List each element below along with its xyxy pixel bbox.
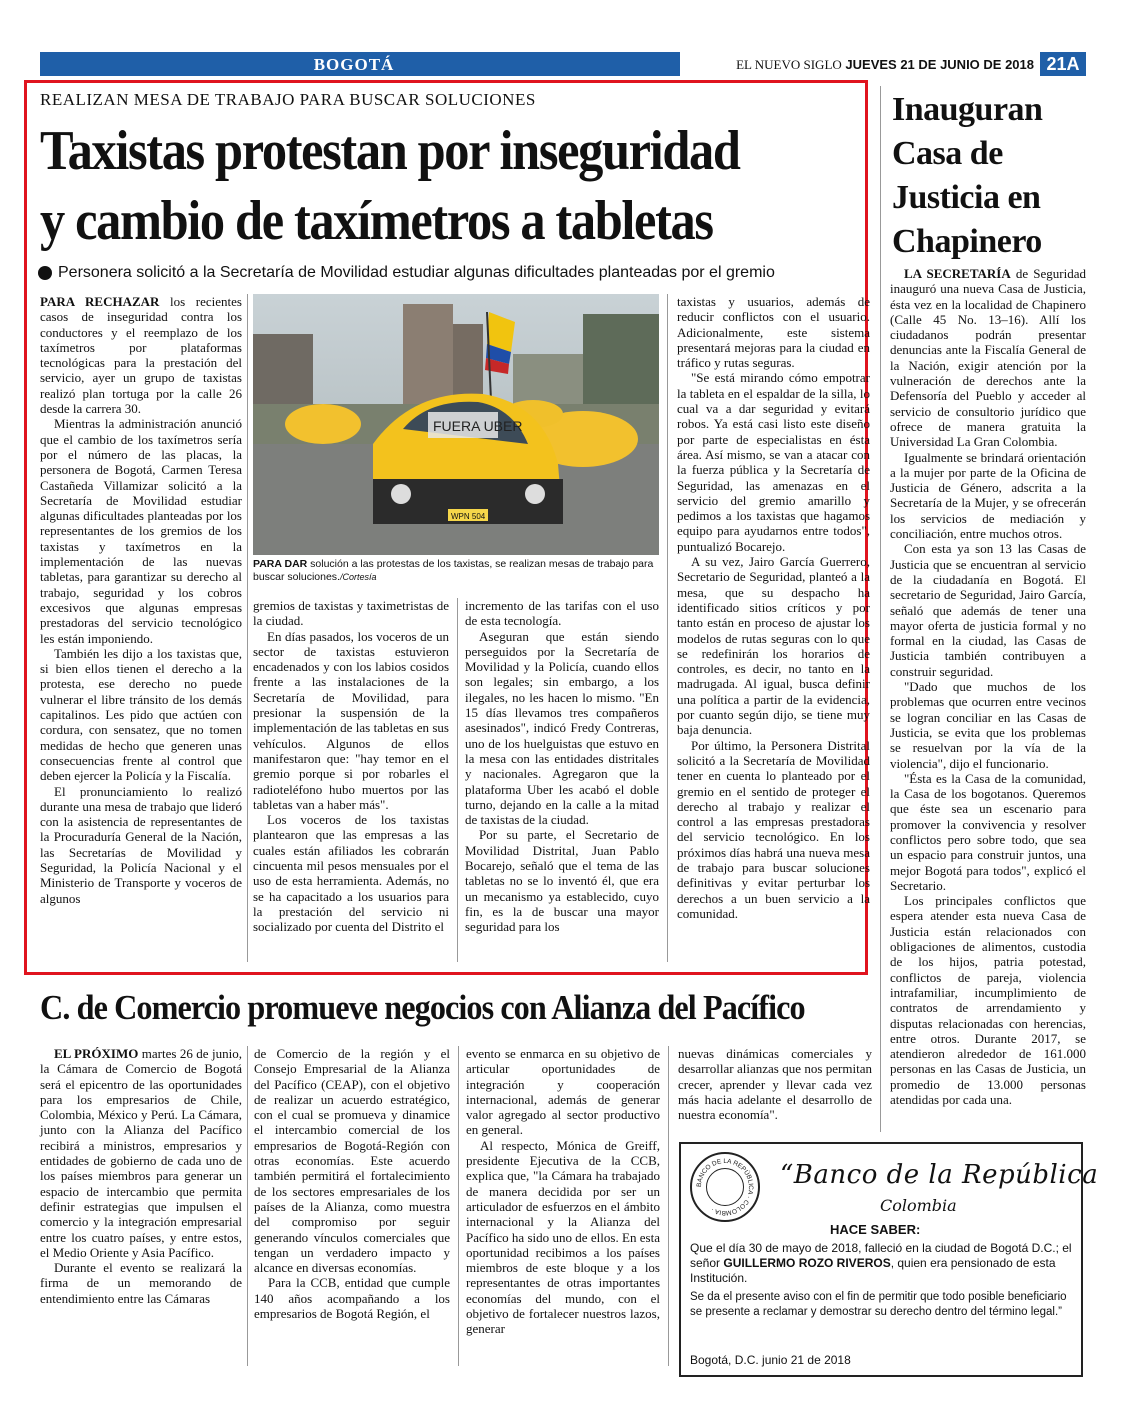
paper-dateline <box>680 52 1040 76</box>
lead-in: LA SECRETARÍA <box>904 266 1011 281</box>
column-divider <box>880 86 881 1132</box>
paragraph: EL PRÓXIMO martes 26 de junio, la Cámara de Comercio de Bogotá será el epicentro de las oportunidades para los empresarios de Chile, Colombia, México y Perú. La Cámara, junto con la Alianza del Pacífico recibirá a ministros, empresarios y entidades de gobierno de cada uno de los países miembros para generar un espacio de intercambio que permita definir estrategias que impulsen el comercio y la integración empresarial entre los cuatro países, y entre estos, el Medio Oriente y Asia Pacífico. <box>40 1046 242 1260</box>
bank-seal-icon <box>690 1152 760 1222</box>
paragraph: gremios de taxistas y taximetristas de la ciudad. <box>253 598 449 629</box>
section-name: BOGOTÁ <box>313 55 395 74</box>
paper-name: EL NUEVO SIGLO <box>736 57 842 72</box>
protest-photo <box>253 294 659 555</box>
second-column-1 <box>40 1046 242 1306</box>
paragraph: evento se enmarca en su objetivo de articular oportunidades de integración y cooperación internacional, además de generar valor agregado al sector productivo en general. <box>466 1046 660 1138</box>
article-column-2 <box>253 598 449 935</box>
sidebar-body <box>890 266 1086 1107</box>
headline-line-2: y cambio de taxímetros a tabletas <box>40 190 713 252</box>
pensioner-name: GUILLERMO ROZO RIVEROS <box>723 1256 891 1270</box>
paragraph: LA SECRETARÍA de Seguridad inauguró una nueva Casa de Justicia, ésta vez en la localidad de Chapinero (Calle 45 No. 13–16). Allí los ciudadanos podrán presentar denuncias ante la Fiscalía General de la Nación, exigir atención por la vulneración de derechos ante la Defensoría del Pueblo y acceder al servicio de consultorio jurídico que ofrece de manera gratuita la Universidad La Gran Colombia. <box>890 266 1086 450</box>
paragraph: Los principales conflictos que espera atender esta nueva Casa de Justicia están relacionados con obligaciones de alimentos, custodia de los hijos, patria potestad, conflictos de pareja, violencia intrafamiliar, incumplimiento de contratos de arrendamiento y disputas relacionadas con herencias, entre otros. Durante 2017, se atendieron alrededor de 161.000 personas en las Casas de Justicia, un promedio de 13.000 personas atendidas por cada una. <box>890 893 1086 1108</box>
paragraph: incremento de las tarifas con el uso de esta tecnología. <box>465 598 659 629</box>
paragraph: Al respecto, Mónica de Greiff, presidente Ejecutiva de la CCB, explica que, "la Cámara ha trabajado de manera decidida por ser un articulador de esfuerzos en el ámbito internacional y la Alianza del Pacífico ha sido uno de ellos. En esta oportunidad recibimos a los países miembros de este bloque y a los representantes de otras importantes economías del mundo, con el objetivo de fortalecer nuestros lazos, generar <box>466 1137 660 1337</box>
plate-text: WPN 504 <box>451 512 486 521</box>
lead-in: PARA RECHAZAR <box>40 294 160 309</box>
second-column-4 <box>678 1046 872 1122</box>
photo-caption: PARA DAR solución a las protestas de los taxistas, se realizan mesas de trabajo para buscar soluciones./Cortesía <box>253 558 654 583</box>
paragraph: También les dijo a los taxistas que, si bien ellos tienen el derecho a la protesta, ese derecho no puede vulnerar el libre tránsito de los demás capitalinos. Les pido que actúen con cordura, con sensatez, que no tomen medidas de hecho que generen unas consecuencias frente al control que deben ejercer la Policía y la Fiscalía. <box>40 645 242 784</box>
paragraph: Durante el evento se realizará la firma de un memorando de entendimiento entre las Cámaras <box>40 1260 242 1306</box>
bank-country: Colombia <box>880 1196 957 1215</box>
notice-footer: Bogotá, D.C. junio 21 de 2018 <box>690 1353 851 1367</box>
seal-text: BANCO DE LA REPÚBLICA · COLOMBIA · <box>695 1157 755 1217</box>
second-column-3 <box>466 1046 660 1337</box>
headline-line-1: Taxistas protestan por inseguridad <box>40 120 740 182</box>
taxi-protest-image <box>253 294 659 555</box>
article-kicker: REALIZAN MESA DE TRABAJO PARA BUSCAR SOLUCIONES <box>40 90 536 109</box>
paragraph: nuevas dinámicas comerciales y desarrollar alianzas que nos permitan crecer, aprender y llevar cada vez más hacia adelante el desarrollo de nuestra economía". <box>678 1046 872 1123</box>
article-column-3 <box>465 598 659 935</box>
column-divider <box>457 598 458 962</box>
column-divider <box>247 294 248 962</box>
paragraph: de Comercio de la región y el Consejo Empresarial de la Alianza del Pacífico (CEAP), con el objetivo de realizar un acuerdo estratégico, con el cual se promueva y dinamice el intercambio comercial de los empresarios de Bogotá-Región con otras economías. Este acuerdo también permitirá el fortalecimiento de los sectores empresariales de los países de la Alianza, como muestra del compromiso por seguir generando vínculos comerciales que tengan un verdadero impacto y alcance en diversas economías. <box>254 1046 450 1276</box>
paragraph: A su vez, Jairo García Guerrero, Secretario de Seguridad, planteó a la mesa, que su despacho ha identificado sitios críticos y por tanto están en proceso de ajustar los modelos de rutas seguras con lo que se redefinirán los horarios de controles, es decir, no tanto en la madrugada. Al igual, busca definir una política a partir de la evidencia, por cuanto según dijo, se tiene muy baja denuncia. <box>677 554 870 738</box>
article-subhead: Personera solicitó a la Secretaría de Movilidad estudiar algunas dificultades planteadas por el gremio <box>58 264 775 281</box>
paragraph: Para la CCB, entidad que cumple 140 años acompañando a los empresarios de Bogotá Región, el <box>254 1275 450 1322</box>
paragraph: "Dado que muchos de los problemas que ocurren entre vecinos se logran conciliar en las Casas de Justicia, se evita que los problemas se resuelvan por la vía de la violencia", dijo el funcionario. <box>890 679 1086 771</box>
paragraph: Con esta ya son 13 las Casas de Justicia que se encuentran al servicio de la ciudadanía en Bogotá. El secretario de Seguridad, Jairo García, señaló que además de tener una mayor oferta de justicia formal y no formal en la ciudad, las Casas de Justicia también contribuyen a construir seguridad. <box>890 541 1086 679</box>
article-column-4 <box>677 294 870 921</box>
sidebar-headline: Inauguran Casa de Justicia en Chapinero <box>892 91 1043 260</box>
lead-in: EL PRÓXIMO <box>54 1046 139 1061</box>
paragraph: taxistas y usuarios, además de reducir conflictos con el usuario. Adicionalmente, este sistema presentará mejoras para la ciudad en tráfico y rutas seguras. <box>677 294 870 371</box>
column-divider <box>247 1046 248 1366</box>
paragraph: Por último, la Personera Distrital solicitó a la Secretaría de Movilidad tener en cuenta lo planteado por el gremio en el sentido de proteger el derecho al trabajo y realizar el control a las empresas prestadoras del servicio tecnológico. En los próximos días habrá una nueva mesa de trabajo para buscar soluciones definitivas y evitar perturbar los derechos a un buen servicio a la comunidad. <box>677 737 870 921</box>
bullet-icon <box>38 266 52 280</box>
second-column-2 <box>254 1046 450 1321</box>
paragraph: "Se está mirando cómo empotrar la tableta en el espaldar de la silla, lo cual va a dar seguridad y evitará robos. Ya está casi listo este diseño por parte de especialistas en ésta área. Así mismo, se van a atacar con la fuerza pública y la Secretaría de Seguridad, las amenazas en el servicio del gremio amarillo y pedimos a los taxistas que hagamos equipo para ayudarnos entre todos", puntualizó Bocarejo. <box>677 370 870 554</box>
paragraph: Mientras la administración anunció que el cambio de los taxímetros sería por el número de las placas, la personera de Bogotá, Carmen Teresa Castañeda Villamizar solicitó a la Secretaría de Movilidad estudiar algunas dificultades planteadas por los representantes de los gremios de los taxistas y taxímetros en la implementación de las nuevas tabletas, para garantizar su derecho al trabajo, seguridad y los cobros excesivos que algunas empresas prestadoras del servicio tecnológico les están imponiendo. <box>40 416 242 646</box>
paragraph: En días pasados, los voceros de un sector de taxistas estuvieron encadenados y con los labios cosidos frente a las instalaciones de la Secretaría de Movilidad, para presionar la suspensión de la implementación de las tabletas en sus vehículos. Algunos de ellos manifestaron que: "hay temor en el gremio porque si por robarles el radioteléfono hubo muertos por las tabletas van a haber más". <box>253 628 449 812</box>
paragraph: "Ésta es la Casa de la comunidad, la Casa de los bogotanos. Queremos que éste sea un escenario para promover la convivencia y resolver conflictos pero sobre todo, que sea un espacio para construir juntos, una mejor Bogotá para todos", explicó el Secretario. <box>890 770 1086 893</box>
paragraph: Igualmente se brindará orientación a la mujer por parte de la Oficina de Justicia de Género, adscrita a la Secretaría de la Mujer, y se ofrecerán los servicios de mediación y conciliación, entre muchos otros. <box>890 449 1086 542</box>
column-divider <box>458 1046 459 1366</box>
notice-paragraph-2: Se da el presente aviso con el fin de permitir que todo posible beneficiario se presente a reclamar y demostrar su derecho dentro del término legal.” <box>690 1291 1067 1318</box>
bank-name: “Banco de la República <box>780 1160 1099 1190</box>
paragraph: Por su parte, el Secretario de Movilidad Distrital, Juan Pablo Bocarejo, señaló que el tema de las tabletas no se lo inventó él, que era un mecanismo ya establecido, cuyo fin, es la de buscar una mayor seguridad para los <box>465 827 659 935</box>
second-article-headline: C. de Comercio promueve negocios con Alianza del Pacífico <box>40 988 805 1027</box>
article-headline <box>40 116 868 256</box>
photo-sign-text: FUERA UBER <box>433 418 523 434</box>
paragraph: PARA RECHAZAR los recientes casos de inseguridad contra los conductores y el reemplazo de los taxímetros por plataformas tecnológicas para la prestación del servicio, ayer un grupo de taxistas realizó plan tortuga por la calle 26 desde la carrera 30. <box>40 294 242 417</box>
page-number: 21A <box>1046 54 1080 74</box>
column-divider <box>668 1046 669 1366</box>
paragraph: Los voceros de los taxistas plantearon que las empresas a las cuales están afiliados les cobrarán cincuenta mil pesos mensuales por el uso de esta herramienta. Además, no se ha capacitado a los usuarios para la prestación del servicio ni socializado por cuenta del Distrito el <box>253 812 449 935</box>
caption-credit: /Cortesía <box>339 572 377 582</box>
paragraph: El pronunciamiento lo realizó durante una mesa de trabajo que lideró con la asistencia de representantes de la Procuraduría General de la Nación, las Secretarías de Movilidad y Seguridad, la Policía Nacional y el Ministerio de Transporte y voceros de algunos <box>40 783 242 906</box>
issue-date: JUEVES 21 DE JUNIO DE 2018 <box>845 57 1034 72</box>
notice-heading: HACE SABER: <box>830 1222 921 1237</box>
article-column-1 <box>40 294 242 906</box>
notice-paragraph-1: Que el día 30 de mayo de 2018, falleció en la ciudad de Bogotá D.C.; el señor GUILLERMO ROZO RIVEROS, quien era pensionado de esta Institución. <box>690 1241 1072 1285</box>
caption-lead: PARA DAR <box>253 558 308 570</box>
paragraph: Aseguran que están siendo perseguidos por la Secretaría de Movilidad y la Policía, cuando ellos son legales; sin embargo, a los ilegales, no les hacen lo mismo. "En 15 días llevamos tres compañeros asesinados", indicó Fredy Contreras, uno de los huelguistas que estuvo en la mesa con las entidades distritales y nacionales. Agregaron que la plataforma Uber les acabó el doble turno, dejando en la calle a la mitad de taxistas de la ciudad. <box>465 628 659 828</box>
column-divider <box>667 294 668 962</box>
seal-center <box>706 1168 744 1206</box>
